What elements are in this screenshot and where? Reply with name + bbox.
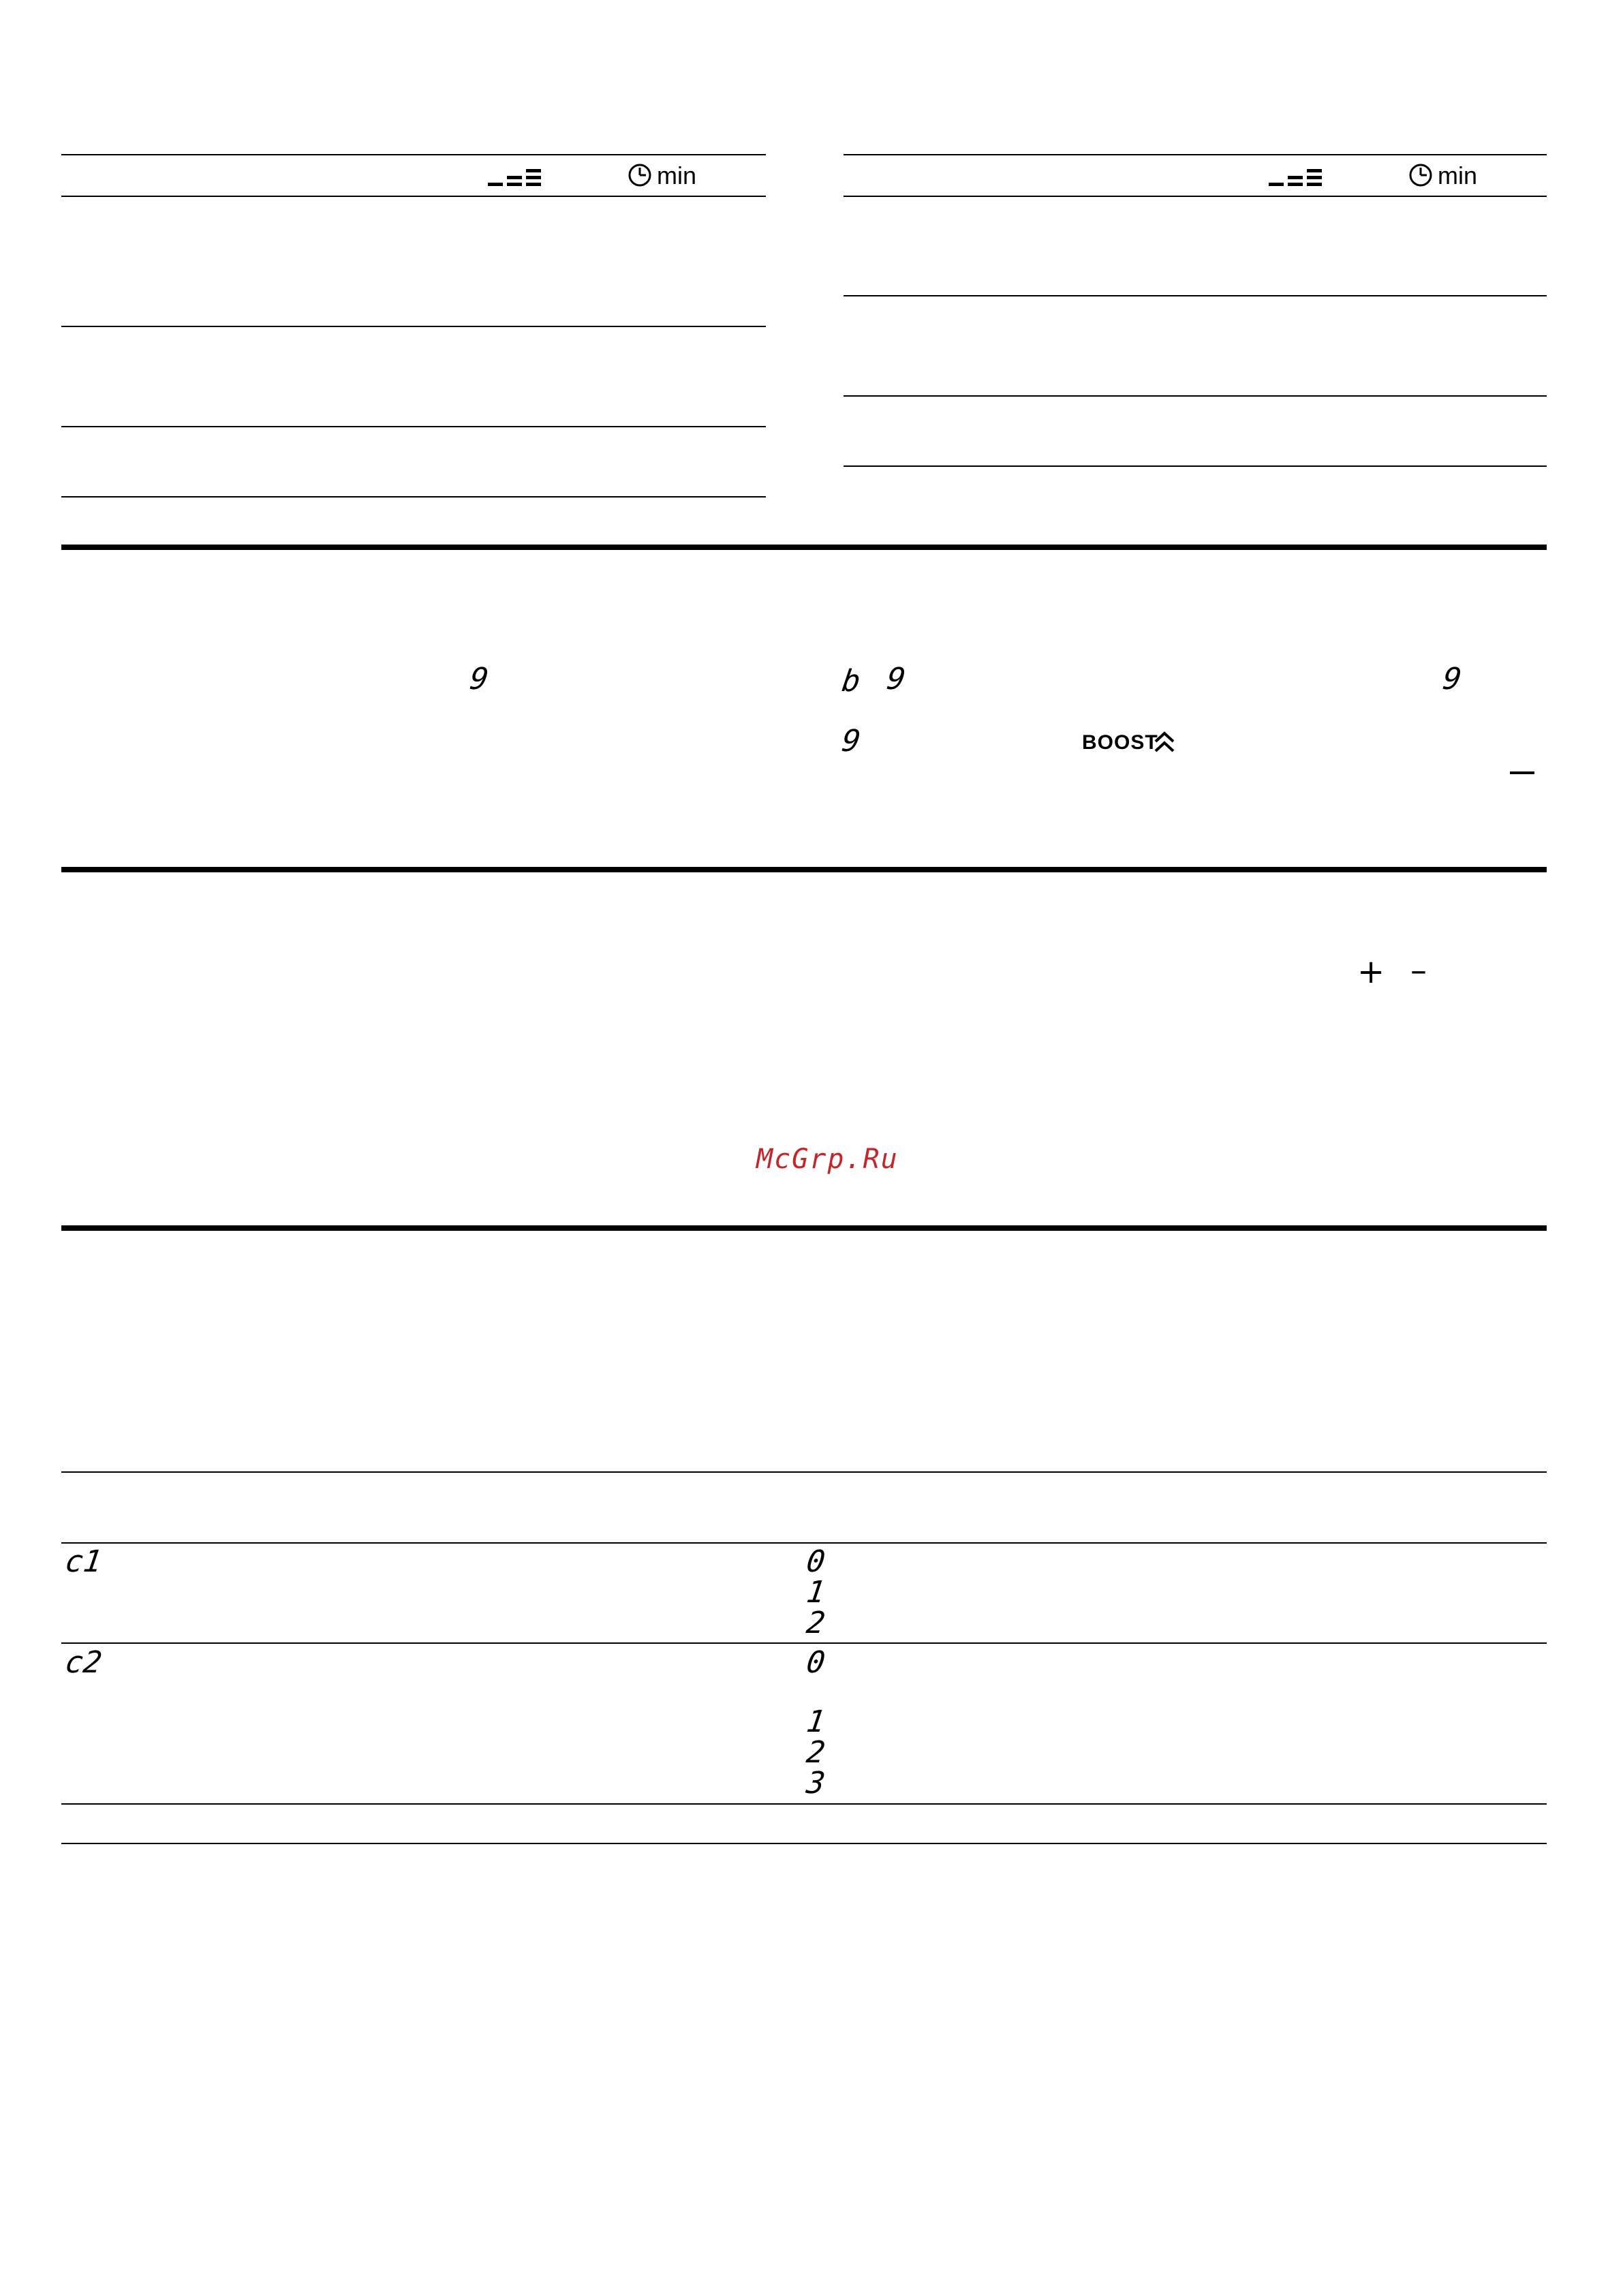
clock-icon bbox=[627, 162, 653, 188]
right-timer-unit: min bbox=[1438, 162, 1478, 189]
left-timer-unit: min bbox=[657, 162, 697, 189]
settings-table-row-rule bbox=[61, 1642, 1547, 1644]
left-table-header-rule bbox=[61, 196, 766, 197]
setting-value: 2 bbox=[804, 1606, 828, 1640]
settings-table-top-rule bbox=[61, 1471, 1547, 1473]
settings-table-header-rule bbox=[61, 1542, 1547, 1544]
watermark: McGrp.Ru bbox=[756, 1144, 899, 1175]
left-table-top-rule bbox=[61, 154, 766, 155]
display-digit-9: 9 bbox=[884, 662, 908, 697]
setting-code-c2: c2 bbox=[63, 1645, 104, 1680]
setting-value: 0 bbox=[804, 1544, 828, 1579]
settings-table-row-rule bbox=[61, 1803, 1547, 1805]
settings-table-bottom-rule bbox=[61, 1843, 1547, 1844]
display-digit-9: 9 bbox=[1440, 662, 1464, 697]
power-level-icon bbox=[1269, 162, 1325, 188]
setting-value: 1 bbox=[804, 1704, 828, 1739]
power-level-icon bbox=[488, 162, 544, 188]
setting-value: 2 bbox=[804, 1735, 828, 1770]
left-table-row-rule bbox=[61, 426, 766, 427]
plus-icon: + bbox=[1357, 953, 1385, 991]
section-divider bbox=[61, 867, 1547, 872]
clock-icon bbox=[1408, 162, 1434, 188]
boost-label: BOOST bbox=[1082, 731, 1158, 754]
setting-value: 3 bbox=[804, 1766, 828, 1801]
section-divider bbox=[61, 1225, 1547, 1231]
boost-chevron-icon bbox=[1153, 729, 1176, 755]
right-table-row-rule bbox=[844, 295, 1547, 296]
display-letter-b: b bbox=[839, 664, 863, 699]
setting-value: 0 bbox=[804, 1645, 828, 1680]
minus-icon bbox=[1510, 771, 1534, 774]
section-divider bbox=[61, 545, 1547, 550]
right-table-top-rule bbox=[844, 154, 1547, 155]
minus-icon: – bbox=[1410, 951, 1427, 990]
left-table-row-rule bbox=[61, 326, 766, 327]
setting-value: 1 bbox=[804, 1575, 828, 1610]
right-table-header-rule bbox=[844, 196, 1547, 197]
right-table-bottom-rule bbox=[844, 465, 1547, 467]
left-table-bottom-rule bbox=[61, 496, 766, 498]
right-table-row-rule bbox=[844, 395, 1547, 397]
setting-code-c1: c1 bbox=[63, 1544, 104, 1579]
display-digit-9: 9 bbox=[839, 724, 863, 759]
display-digit-9: 9 bbox=[467, 662, 491, 697]
